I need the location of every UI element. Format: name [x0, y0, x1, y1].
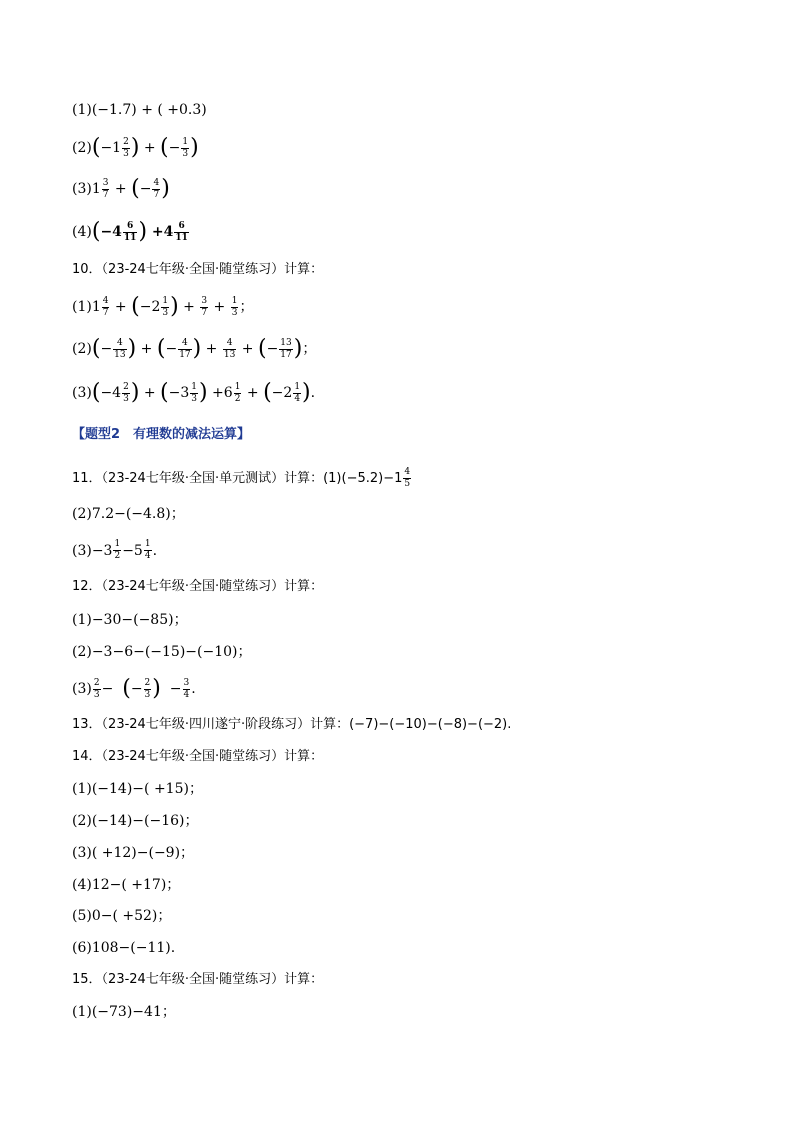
fraction: [403, 468, 411, 489]
item-label: (3)−3: [72, 542, 113, 559]
numerator: 13: [280, 337, 292, 348]
denominator: 5: [404, 479, 411, 489]
paren: (: [91, 380, 101, 405]
paren: (: [131, 294, 140, 319]
numerator: 2: [123, 381, 129, 392]
punctuation: ；: [239, 299, 254, 315]
text-line: (4)12−( +17)；: [72, 877, 181, 893]
question-text: 11．（23-24七年级·全国·单元测试）计算：(1)(−5.2)−1: [72, 471, 403, 486]
punctuation: .: [191, 681, 196, 697]
line-q9-2: [72, 137, 199, 159]
question-15-heading: [72, 973, 323, 986]
denominator: 7: [153, 189, 160, 200]
fraction: [174, 222, 189, 243]
paren: ): [190, 135, 199, 160]
fraction: [144, 540, 152, 561]
operator: +: [178, 299, 200, 315]
numerator: 4: [226, 337, 233, 348]
line-q10-3: [72, 382, 315, 404]
question-10-heading: [72, 263, 323, 276]
number: −4: [100, 385, 122, 401]
sign: −: [100, 341, 113, 357]
numerator: 4: [153, 177, 160, 188]
denominator: 4: [183, 689, 190, 700]
operator: +4: [147, 224, 174, 240]
sign: −: [139, 181, 152, 197]
line-q12-2: [72, 645, 252, 659]
number: −2: [271, 385, 293, 401]
fraction: [190, 383, 198, 404]
question-14-heading: [72, 750, 323, 763]
paren: ): [302, 380, 311, 405]
operator: +6: [207, 385, 233, 401]
line-q11-2: [72, 507, 185, 521]
fraction: [93, 679, 101, 700]
sign: −: [266, 341, 279, 357]
number: −3: [168, 385, 190, 401]
fraction: [113, 540, 121, 561]
item-label: (4): [72, 224, 92, 240]
denominator: 4: [144, 551, 151, 561]
operator: +: [110, 181, 132, 197]
denominator: 7: [102, 307, 109, 318]
line-q9-3: [72, 178, 170, 200]
numerator: 1: [231, 295, 238, 306]
fraction: [122, 138, 130, 159]
denominator: 13: [223, 349, 236, 360]
denominator: 11: [123, 232, 137, 243]
line-q15-1: [72, 1005, 176, 1019]
operator: +: [237, 341, 258, 357]
fraction: [293, 383, 301, 404]
denominator: 3: [144, 689, 151, 700]
fraction: [161, 297, 169, 318]
line-q14-6: [72, 941, 175, 955]
operator: +: [139, 385, 161, 401]
numerator: 4: [117, 337, 123, 348]
line-q12-3: [72, 678, 196, 700]
denominator: 3: [123, 148, 129, 159]
denominator: 17: [179, 349, 191, 360]
item-label: (2): [72, 341, 92, 357]
text-line: (1)(−14)−( +15)；: [72, 781, 203, 797]
sign: −: [168, 140, 181, 156]
text-line: (2)(−14)−(−16)；: [72, 813, 199, 829]
text-line: 13．（23-24七年级·四川遂宁·阶段练习）计算：(−7)−(−10)−(−8)−(−2).: [72, 717, 512, 732]
text-line: 10．（23-24七年级·全国·随堂练习）计算：: [72, 262, 324, 277]
numerator: 4: [404, 467, 411, 477]
paren: ): [138, 219, 148, 244]
numerator: 4: [102, 295, 109, 306]
line-q14-1: [72, 782, 203, 796]
denominator: 3: [93, 689, 100, 700]
denominator: 4: [294, 393, 301, 404]
line-q12-1: [72, 613, 188, 627]
line-q10-2: [72, 338, 316, 360]
denominator: 3: [231, 307, 238, 318]
text-line: (5)0−( +52)；: [72, 908, 172, 924]
denominator: 7: [102, 189, 109, 200]
text-line: 12．（23-24七年级·全国·随堂练习）计算：: [72, 579, 324, 594]
text-line: (2)7.2−(−4.8)；: [72, 506, 185, 522]
paren: ): [130, 135, 140, 160]
paren: (: [263, 380, 272, 405]
denominator: 11: [175, 232, 188, 243]
numerator: 1: [144, 539, 151, 549]
operator: −: [160, 681, 182, 697]
paren: (: [160, 135, 169, 160]
numerator: 2: [93, 677, 100, 688]
fraction: [102, 297, 110, 318]
paren: ): [293, 336, 303, 361]
fraction: [178, 339, 191, 360]
paren: ): [127, 336, 137, 361]
item-label: (3)1: [72, 181, 101, 197]
item-label: (1)1: [72, 299, 101, 315]
line-q9-4: [72, 221, 190, 243]
punctuation: ；: [302, 341, 317, 357]
fraction: [102, 179, 110, 200]
numerator: 6: [127, 220, 134, 231]
text-line: 14．（23-24七年级·全国·随堂练习）计算：: [72, 749, 324, 764]
denominator: 13: [114, 349, 126, 360]
numerator: 3: [102, 177, 109, 188]
question-13: [72, 718, 511, 731]
numerator: 1: [234, 381, 241, 392]
text-line: (1)−30−(−85)；: [72, 612, 188, 628]
denominator: 3: [162, 307, 169, 318]
line-q9-1: [72, 103, 207, 117]
numerator: 2: [123, 136, 129, 147]
item-label: (3): [72, 385, 92, 401]
paren: ): [170, 294, 179, 319]
paren: ): [161, 176, 170, 201]
text-line: (1)(−1.7) + ( +0.3): [72, 102, 207, 118]
fraction: [122, 383, 130, 404]
numerator: 1: [294, 381, 301, 392]
fraction: [279, 339, 292, 360]
item-label: (3): [72, 681, 92, 697]
line-q14-2: [72, 814, 199, 828]
line-q14-3: [72, 846, 194, 860]
fraction: [113, 339, 126, 360]
paren: ): [192, 336, 202, 361]
numerator: 3: [183, 677, 190, 688]
paren: (: [131, 176, 140, 201]
operator: +: [110, 299, 132, 315]
operator: +: [201, 341, 222, 357]
fraction: [231, 297, 239, 318]
section-title: 【题型2 有理数的减法运算】: [72, 427, 251, 442]
paren: (: [122, 676, 131, 701]
item-label: (2): [72, 140, 92, 156]
operator: +: [209, 299, 230, 315]
paren: (: [91, 135, 101, 160]
denominator: 17: [280, 349, 292, 360]
fraction: [183, 679, 191, 700]
fraction: [200, 297, 208, 318]
paren: ): [152, 676, 161, 701]
number: −1: [100, 140, 122, 156]
fraction: [144, 679, 152, 700]
paren: (: [257, 336, 267, 361]
numerator: 1: [182, 136, 189, 147]
punctuation: .: [152, 542, 158, 559]
paren: (: [91, 219, 101, 244]
number: −4: [100, 224, 122, 240]
text-line: (3)( +12)−(−9)；: [72, 845, 195, 861]
section-heading: [72, 428, 250, 441]
sign: −: [165, 341, 178, 357]
paren: (: [91, 336, 101, 361]
text-line: (6)108−(−11).: [72, 940, 176, 956]
fraction: [123, 222, 138, 243]
paren: (: [156, 336, 166, 361]
line-q14-4: [72, 878, 180, 892]
operator: +: [139, 140, 161, 156]
line-q11-1: [72, 468, 412, 489]
text-line: 15．（23-24七年级·全国·随堂练习）计算：: [72, 972, 324, 987]
denominator: 3: [182, 148, 189, 159]
fraction: [152, 179, 160, 200]
operator: −5: [122, 542, 143, 559]
text-line: (2)−3−6−(−15)−(−10)；: [72, 644, 252, 660]
line-q10-1: [72, 296, 253, 318]
number: −2: [139, 299, 161, 315]
numerator: 1: [162, 295, 169, 306]
fraction: [181, 138, 189, 159]
punctuation: .: [310, 385, 316, 401]
paren: ): [130, 380, 140, 405]
denominator: 3: [123, 393, 129, 404]
denominator: 2: [114, 551, 121, 561]
line-q14-5: [72, 909, 171, 923]
fraction: [223, 339, 236, 360]
fraction: [234, 383, 242, 404]
operator: −: [101, 681, 123, 697]
numerator: 1: [114, 539, 121, 549]
denominator: 2: [234, 393, 241, 404]
text-line: (1)(−73)−41；: [72, 1004, 176, 1020]
operator: +: [136, 341, 157, 357]
question-12-heading: [72, 580, 323, 593]
numerator: 1: [191, 381, 198, 392]
denominator: 7: [201, 307, 208, 318]
numerator: 2: [144, 677, 151, 688]
paren: (: [160, 380, 169, 405]
sign: −: [130, 681, 143, 697]
numerator: 6: [178, 220, 185, 231]
numerator: 4: [182, 337, 188, 348]
line-q11-3: [72, 540, 157, 561]
paren: ): [199, 380, 208, 405]
operator: +: [242, 385, 264, 401]
numerator: 3: [201, 295, 208, 306]
denominator: 3: [191, 393, 198, 404]
